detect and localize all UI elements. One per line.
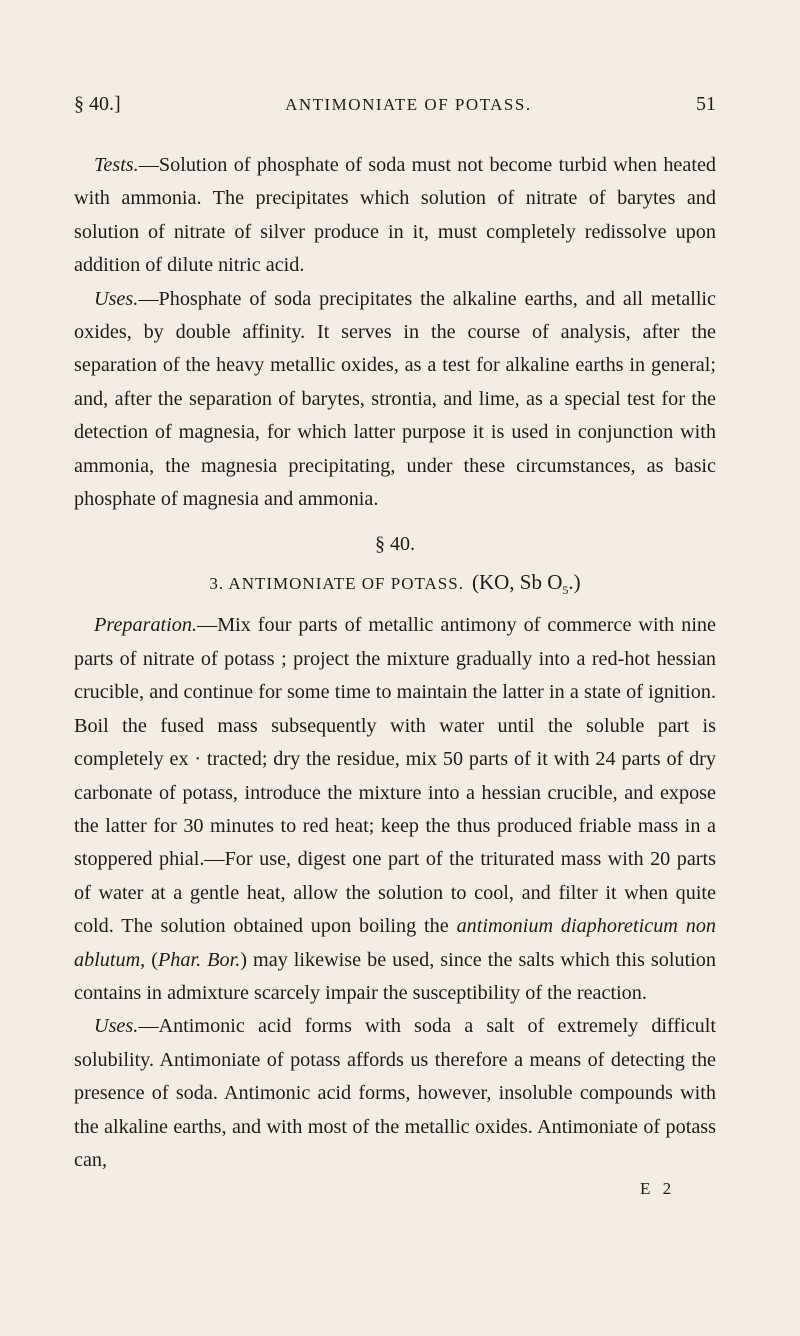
tests-paragraph xyxy=(74,149,716,283)
body-text xyxy=(74,149,716,1177)
preparation-text-3: ) may likewise be used, since the salts which this solution contains in admixture scarcely impair the susceptibility of the reaction. xyxy=(74,948,716,1004)
tests-lead: Tests. xyxy=(94,154,139,176)
section-heading-text: 3. ANTIMONIATE OF POTASS. xyxy=(209,573,464,593)
running-head xyxy=(74,93,716,123)
preparation-paragraph xyxy=(74,609,716,1010)
section-reference: § 40.] xyxy=(74,93,121,115)
formula-subscript: 5 xyxy=(562,583,569,598)
preparation-text-2: , ( xyxy=(140,948,158,971)
section-heading xyxy=(74,566,716,608)
uses-text-1: —Phosphate of soda precipitates the alkaline earths, and all metallic oxides, by double affinity. It serves in the course of analysis, after the separation of the heavy metallic oxides, as a test for alkaline earths in general; and, after the separation of barytes, strontia, and lime, as a special test for the detection of magnesia, for which latter purpose it is used in conjunction with ammonia, the magnesia precipitating, under these circumstances, as basic phosphate of magnesia and ammonia. xyxy=(74,287,716,511)
signature-mark: E 2 xyxy=(640,1179,676,1198)
preparation-italic-2: Phar. Bor. xyxy=(157,948,241,971)
uses-paragraph-2 xyxy=(74,1010,716,1177)
tests-text: —Solution of phosphate of soda must not become turbid when heated with ammonia. The precipitates which solution of nitrate of barytes and solution of nitrate of silver produce in it, must completely redissolve upon addition of dilute nitric acid. xyxy=(74,154,716,277)
uses-text-2: —Antimonic acid forms with soda a salt of extremely difficult solubility. Antimoniate of potass affords us therefore a means of detecting the presence of soda. Antimonic acid forms, however, insoluble compounds with the alkaline earths, and with most of the metallic oxides. Antimoniate of potass can, xyxy=(74,1015,716,1171)
formula-end: .) xyxy=(568,569,581,594)
uses-paragraph-1 xyxy=(74,283,716,517)
page-number: 51 xyxy=(696,93,716,115)
formula-main: (KO, Sb O xyxy=(471,569,563,594)
preparation-italic-1: antimonium diaphoreticum non ablutum xyxy=(74,915,717,971)
uses-lead-1: Uses. xyxy=(94,287,139,310)
section-number: § 40. xyxy=(375,533,415,556)
preparation-lead: Preparation. xyxy=(94,614,197,637)
preparation-text-1: —Mix four parts of metallic antimony of commerce with nine parts of nitrate of potass ; project the mixture gradually into a red-hot hessian crucible, and continue for some time to maintain the latter in a state of ignition. Boil the fused mass subsequently with water until the soluble part is completely ex · tracted; dry the residue, mix 50 parts of it with 24 parts of dry carbonate of potass, introduce the mixture into a hessian crucible, and expose the latter for 30 minutes to red heat; keep the thus produced friable mass in a stoppered phial.—For use, digest one part of the triturated mass with 20 parts of water at a gentle heat, allow the solution to cool, and filter it when quite cold. The solution obtained upon boiling the xyxy=(74,614,716,938)
uses-lead-2: Uses. xyxy=(94,1015,139,1038)
chemical-formula xyxy=(471,569,581,598)
running-title: ANTIMONIATE OF POTASS. xyxy=(285,95,532,114)
